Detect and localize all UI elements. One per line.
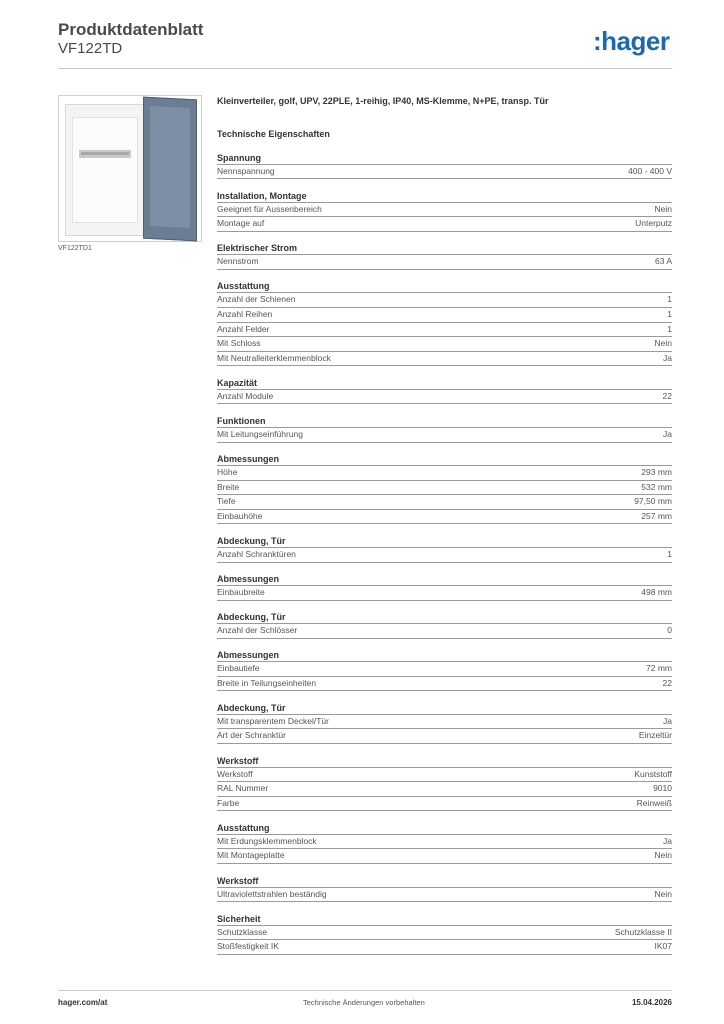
property-row xyxy=(217,849,672,864)
property-row xyxy=(217,466,672,481)
property-row xyxy=(217,782,672,797)
property-row xyxy=(217,352,672,367)
property-label: Anzahl Reihen xyxy=(217,308,273,319)
page-title: Produktdatenblatt xyxy=(58,20,204,39)
property-value: Nein xyxy=(654,203,672,214)
product-code: VF122TD xyxy=(58,40,123,57)
transparent-door xyxy=(143,97,197,242)
property-label: Mit Erdungsklemmenblock xyxy=(217,835,317,846)
property-value: Nein xyxy=(654,888,672,899)
property-label: Höhe xyxy=(217,467,238,478)
property-label: Geeignet für Aussenbereich xyxy=(217,203,322,214)
group-title: Funktionen xyxy=(217,415,672,428)
property-row xyxy=(217,293,672,308)
property-row xyxy=(217,677,672,692)
property-group xyxy=(217,190,672,232)
property-value: Ja xyxy=(663,428,672,439)
property-label: Anzahl Felder xyxy=(217,323,270,334)
property-value: 1 xyxy=(667,323,672,334)
group-title: Installation, Montage xyxy=(217,190,672,203)
group-title: Kapazität xyxy=(217,377,672,390)
property-value: Nein xyxy=(654,338,672,349)
property-row xyxy=(217,495,672,510)
property-label: Mit Schloss xyxy=(217,338,261,349)
property-row xyxy=(217,797,672,812)
property-value: 0 xyxy=(667,625,672,636)
group-title: Werkstoff xyxy=(217,875,672,888)
property-value: Reinweiß xyxy=(636,797,672,808)
property-groups xyxy=(217,152,672,955)
header-divider xyxy=(58,68,672,69)
property-row xyxy=(217,548,672,563)
datasheet-content xyxy=(217,96,672,955)
property-group xyxy=(217,453,672,524)
property-value: 9010 xyxy=(653,783,672,794)
property-row xyxy=(217,940,672,955)
group-title: Abmessungen xyxy=(217,453,672,466)
property-row xyxy=(217,729,672,744)
section-title: Technische Eigenschaften xyxy=(217,129,330,139)
property-label: Schutzklasse xyxy=(217,926,268,937)
property-label: Einbaubreite xyxy=(217,587,265,597)
cabinet-body xyxy=(65,104,145,236)
property-row xyxy=(217,624,672,639)
property-value: 293 mm xyxy=(641,467,672,478)
property-row xyxy=(217,323,672,338)
property-row xyxy=(217,835,672,850)
property-row xyxy=(217,203,672,218)
group-title: Abmessungen xyxy=(217,573,672,586)
property-group xyxy=(217,755,672,812)
property-row xyxy=(217,390,672,405)
footer-divider xyxy=(58,990,672,991)
property-row xyxy=(217,586,672,601)
product-image[interactable] xyxy=(58,95,202,242)
property-label: Montage auf xyxy=(217,218,265,229)
property-label: Anzahl Schranktüren xyxy=(217,548,296,559)
property-value: Schutzklasse II xyxy=(614,926,672,937)
property-group xyxy=(217,913,672,955)
group-title: Ausstattung xyxy=(217,280,672,293)
hager-logo[interactable]: :hager xyxy=(593,26,670,56)
footer-website-link[interactable]: hager.com/at xyxy=(58,998,108,1007)
property-row xyxy=(217,165,672,180)
group-title: Ausstattung xyxy=(217,822,672,835)
property-label: Breite in Teilungseinheiten xyxy=(217,677,317,688)
property-value: 498 mm xyxy=(641,587,672,597)
property-value: Nein xyxy=(654,850,672,861)
property-value: 22 xyxy=(662,677,672,688)
property-label: Einbautiefe xyxy=(217,663,260,674)
footer-date: 15.04.2026 xyxy=(631,998,672,1007)
property-label: Ultraviolettstrahlen beständig xyxy=(217,888,327,899)
property-label: Stoßfestigkeit IK xyxy=(217,941,279,952)
property-row xyxy=(217,715,672,730)
property-value: 400 - 400 V xyxy=(628,165,672,176)
group-title: Abdeckung, Tür xyxy=(217,611,672,624)
property-label: Anzahl der Schienen xyxy=(217,294,296,305)
property-value: Kunststoff xyxy=(634,768,672,779)
group-title: Sicherheit xyxy=(217,913,672,926)
property-label: Einbauhöhe xyxy=(217,510,263,521)
property-value: 63 A xyxy=(654,256,672,267)
property-label: Nennstrom xyxy=(217,256,259,267)
property-row xyxy=(217,308,672,323)
property-value: 22 xyxy=(662,390,672,401)
image-caption: VF122TD1 xyxy=(58,245,92,252)
property-label: Breite xyxy=(217,481,240,492)
group-title: Werkstoff xyxy=(217,755,672,768)
property-label: Anzahl der Schlösser xyxy=(217,625,298,636)
property-row xyxy=(217,662,672,677)
property-label: Mit transparentem Deckel/Tür xyxy=(217,715,329,726)
property-value: Ja xyxy=(663,352,672,363)
property-row xyxy=(217,337,672,352)
product-description: Kleinverteiler, golf, UPV, 22PLE, 1-reihig, IP40, MS-Klemme, N+PE, transp. Tür xyxy=(217,96,549,106)
property-value: 1 xyxy=(667,548,672,559)
property-value: Ja xyxy=(663,835,672,846)
property-group xyxy=(217,415,672,443)
property-group xyxy=(217,152,672,180)
property-group xyxy=(217,875,672,903)
property-row xyxy=(217,926,672,941)
property-label: Nennspannung xyxy=(217,165,275,176)
property-value: 1 xyxy=(667,294,672,305)
group-title: Elektrischer Strom xyxy=(217,242,672,255)
property-value: 257 mm xyxy=(641,510,672,521)
property-label: Farbe xyxy=(217,797,240,808)
property-value: IK07 xyxy=(654,941,672,952)
property-label: Mit Montageplatte xyxy=(217,850,285,861)
property-group xyxy=(217,280,672,366)
property-row xyxy=(217,768,672,783)
property-label: RAL Nummer xyxy=(217,783,269,794)
property-group xyxy=(217,377,672,405)
property-value: 72 mm xyxy=(646,663,672,674)
footer-disclaimer: Technische Änderungen vorbehalten xyxy=(303,998,425,1007)
property-label: Werkstoff xyxy=(217,768,253,779)
group-title: Abdeckung, Tür xyxy=(217,535,672,548)
group-title: Spannung xyxy=(217,152,672,165)
property-label: Anzahl Module xyxy=(217,390,274,401)
property-group xyxy=(217,242,672,270)
property-value: Unterputz xyxy=(635,218,672,229)
group-title: Abdeckung, Tür xyxy=(217,702,672,715)
property-value: 1 xyxy=(667,308,672,319)
property-row xyxy=(217,428,672,443)
group-title: Abmessungen xyxy=(217,649,672,662)
property-label: Mit Neutralleiterklemmenblock xyxy=(217,352,331,363)
property-group xyxy=(217,649,672,691)
property-row xyxy=(217,481,672,496)
property-value: Einzeltür xyxy=(638,730,672,741)
property-group xyxy=(217,822,672,864)
property-group xyxy=(217,573,672,601)
property-label: Mit Leitungseinführung xyxy=(217,428,304,439)
property-row xyxy=(217,510,672,525)
property-label: Art der Schranktür xyxy=(217,730,286,741)
property-value: Ja xyxy=(663,715,672,726)
property-value: 97,50 mm xyxy=(634,496,672,507)
property-row xyxy=(217,888,672,903)
property-value: 532 mm xyxy=(641,481,672,492)
property-group xyxy=(217,611,672,639)
property-group xyxy=(217,702,672,744)
property-row xyxy=(217,255,672,270)
property-group xyxy=(217,535,672,563)
property-label: Tiefe xyxy=(217,496,236,507)
property-row xyxy=(217,217,672,232)
